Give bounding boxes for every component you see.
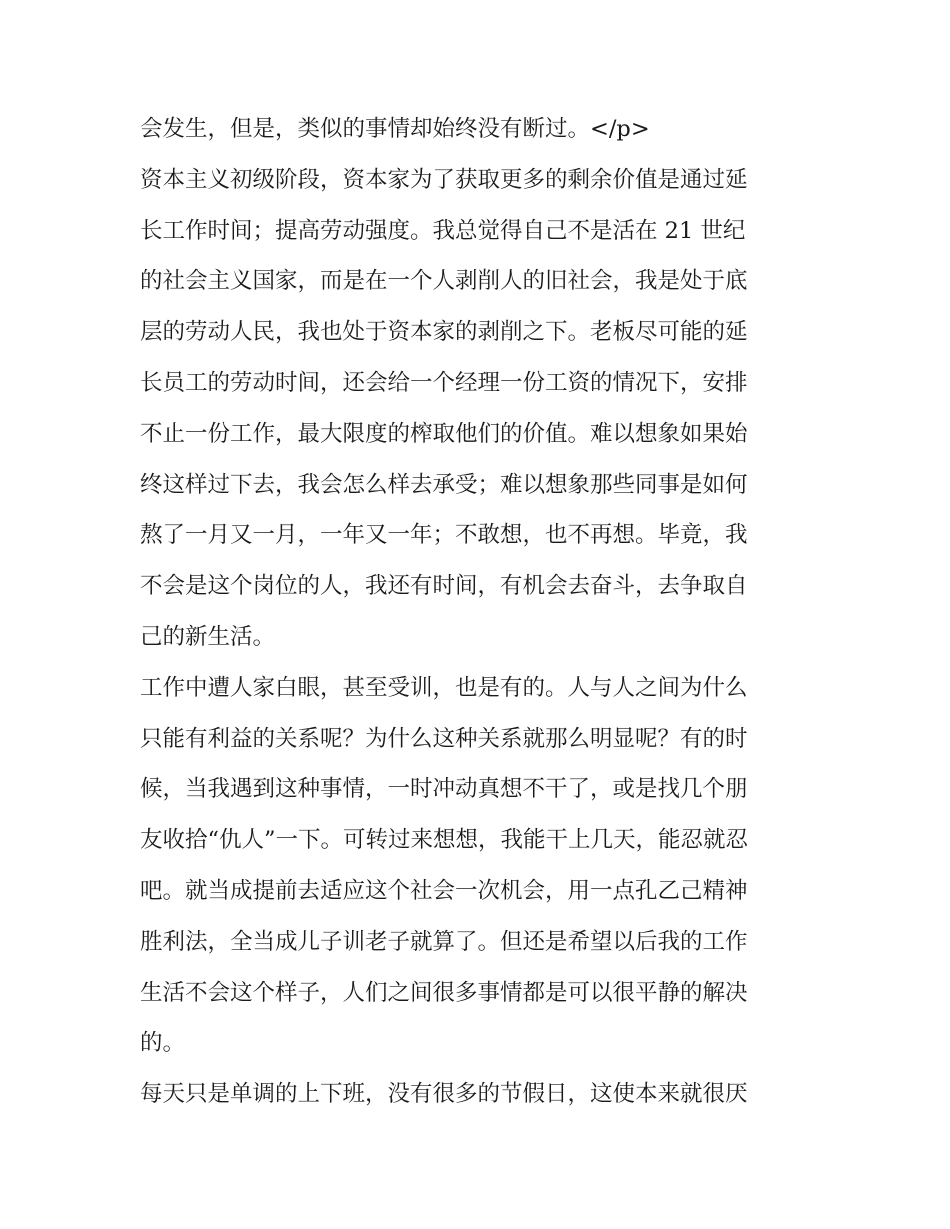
text-line: 熬了一月又一月，一年又一年；不敢想，也不再想。毕竟，我 [140,522,748,549]
text-line: 终这样过下去，我会怎么样去承受；难以想象那些同事是如何 [140,471,748,498]
text-line: 己的新生活。 [140,623,276,650]
text-line: 层的劳动人民，我也处于资本家的剥削之下。老板尽可能的延 [140,319,748,346]
text-line: 每天只是单调的上下班，没有很多的节假日，这使本来就很厌 [140,1081,748,1108]
text-line: 的社会主义国家，而是在一个人剥削人的旧社会，我是处于底 [140,268,748,295]
text-line: 长工作时间；提高劳动强度。我总觉得自己不是活在 21 世纪 [140,217,746,244]
text-line: 吧。就当成提前去适应这个社会一次机会，用一点孔乙己精神 [140,877,748,904]
text-line: 不止一份工作，最大限度的榨取他们的价值。难以想象如果始 [140,420,748,447]
text-line: 不会是这个岗位的人，我还有时间，有机会去奋斗，去争取自 [140,573,748,600]
text-line: 候，当我遇到这种事情，一时冲动真想不干了，或是找几个朋 [140,776,748,803]
text-line: 只能有利益的关系呢？为什么这种关系就那么明显呢？有的时 [140,725,748,752]
text-line: 胜利法，全当成儿子训老子就算了。但还是希望以后我的工作 [140,928,748,955]
document-body [140,104,812,1120]
text-line: 的。 [140,1030,186,1057]
text-line: 工作中遭人家白眼，甚至受训，也是有的。人与人之间为什么 [140,674,748,701]
text-line: 会发生，但是，类似的事情却始终没有断过。</p> [140,116,650,142]
text-line: 资本主义初级阶段，资本家为了获取更多的剩余价值是通过延 [140,166,748,193]
text-line: 长员工的劳动时间，还会给一个经理一份工资的情况下，安排 [140,369,748,396]
text-line: 生活不会这个样子，人们之间很多事情都是可以很平静的解决 [140,979,748,1006]
text-line: 友收拾“仇人”一下。可转过来想想，我能干上几天，能忍就忍 [140,827,749,854]
